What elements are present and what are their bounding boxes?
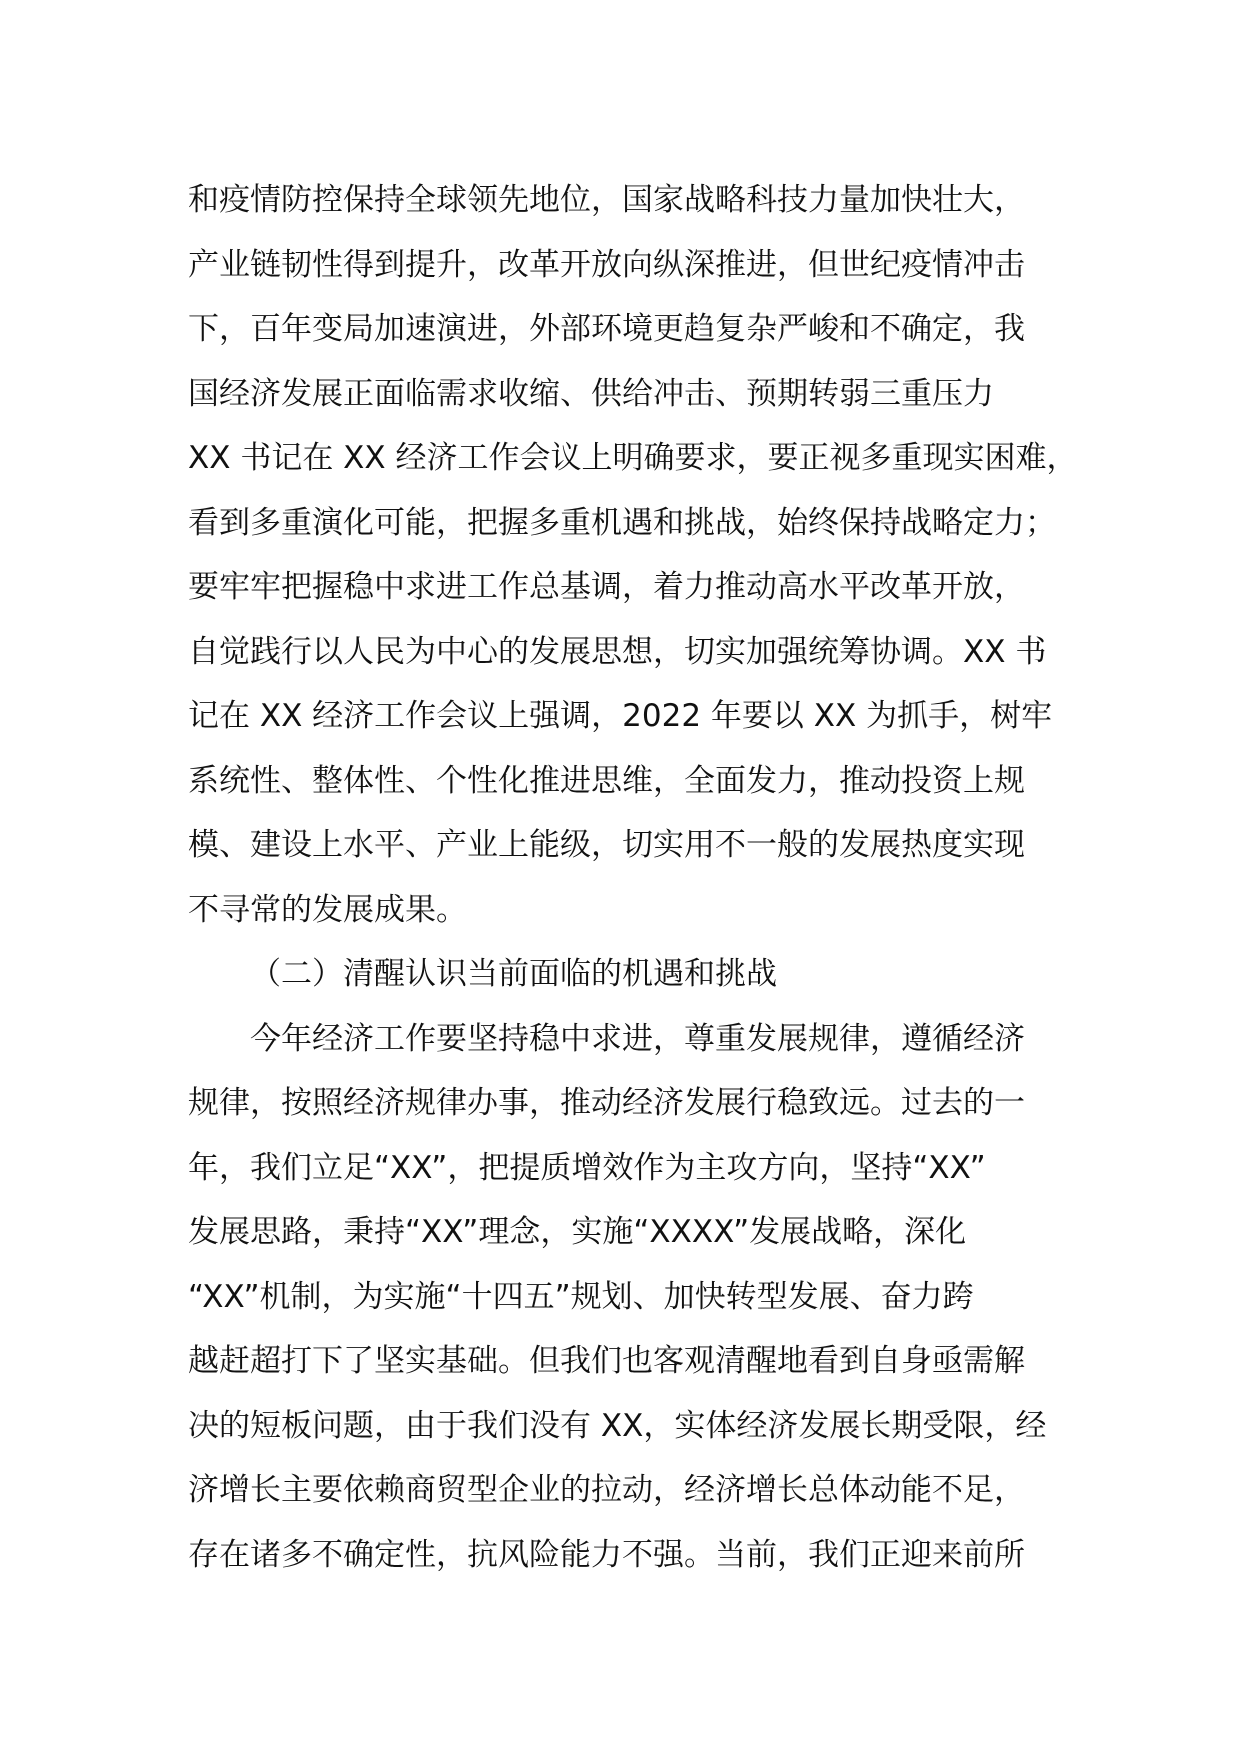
paragraph-line: 不寻常的发展成果。 xyxy=(188,891,467,928)
section-heading: （二）清醒认识当前面临的机遇和挑战 xyxy=(250,956,777,992)
paragraph-line: 和疫情防控保持全球领先地位，国家战略科技力量加快壮大， xyxy=(188,182,1025,218)
paragraph-line: XX 书记在 XX 经济工作会议上明确要求，要正视多重现实困难， xyxy=(188,440,1078,476)
paragraph-line: 下，百年变局加速演进，外部环境更趋复杂严峻和不确定，我 xyxy=(188,311,1025,347)
paragraph-line: 发展思路，秉持“XX”理念，实施“XXXX”发展战略，深化 xyxy=(188,1214,967,1250)
paragraph-line: 自觉践行以人民为中心的发展思想，切实加强统筹协调。XX 书 xyxy=(188,633,1047,670)
paragraph-line: 规律，按照经济规律办事，推动经济发展行稳致远。过去的一 xyxy=(188,1085,1025,1121)
paragraph-line: 今年经济工作要坚持稳中求进，尊重发展规律，遵循经济 xyxy=(250,1020,1025,1057)
paragraph-line: 济增长主要依赖商贸型企业的拉动，经济增长总体动能不足， xyxy=(188,1472,1025,1508)
paragraph-line: 记在 XX 经济工作会议上强调，2022 年要以 XX 为抓手，树牢 xyxy=(188,698,1053,734)
paragraph-line: 年，我们立足“XX”，把提质增效作为主攻方向，坚持“XX” xyxy=(188,1149,986,1186)
paragraph-line: 产业链韧性得到提升，改革开放向纵深推进，但世纪疫情冲击 xyxy=(188,246,1025,283)
paragraph-line: 越赶超打下了坚实基础。但我们也客观清醒地看到自身亟需解 xyxy=(188,1343,1025,1379)
paragraph-line: 要牢牢把握稳中求进工作总基调，着力推动高水平改革开放， xyxy=(188,569,1025,605)
paragraph-line: 国经济发展正面临需求收缩、供给冲击、预期转弱三重压力 xyxy=(188,375,994,412)
paragraph-line: 系统性、整体性、个性化推进思维，全面发力，推动投资上规 xyxy=(188,762,1025,799)
paragraph-line: 模、建设上水平、产业上能级，切实用不一般的发展热度实现 xyxy=(188,827,1025,863)
paragraph-line: 决的短板问题，由于我们没有 XX，实体经济发展长期受限，经 xyxy=(188,1407,1047,1444)
document-body xyxy=(188,168,1078,1587)
paragraph-line: “XX”机制，为实施“十四五”规划、加快转型发展、奋力跨 xyxy=(188,1278,974,1315)
paragraph-line: 存在诸多不确定性，抗风险能力不强。当前，我们正迎来前所 xyxy=(188,1536,1025,1573)
paragraph-line: 看到多重演化可能，把握多重机遇和挑战，始终保持战略定力； xyxy=(188,504,1056,541)
